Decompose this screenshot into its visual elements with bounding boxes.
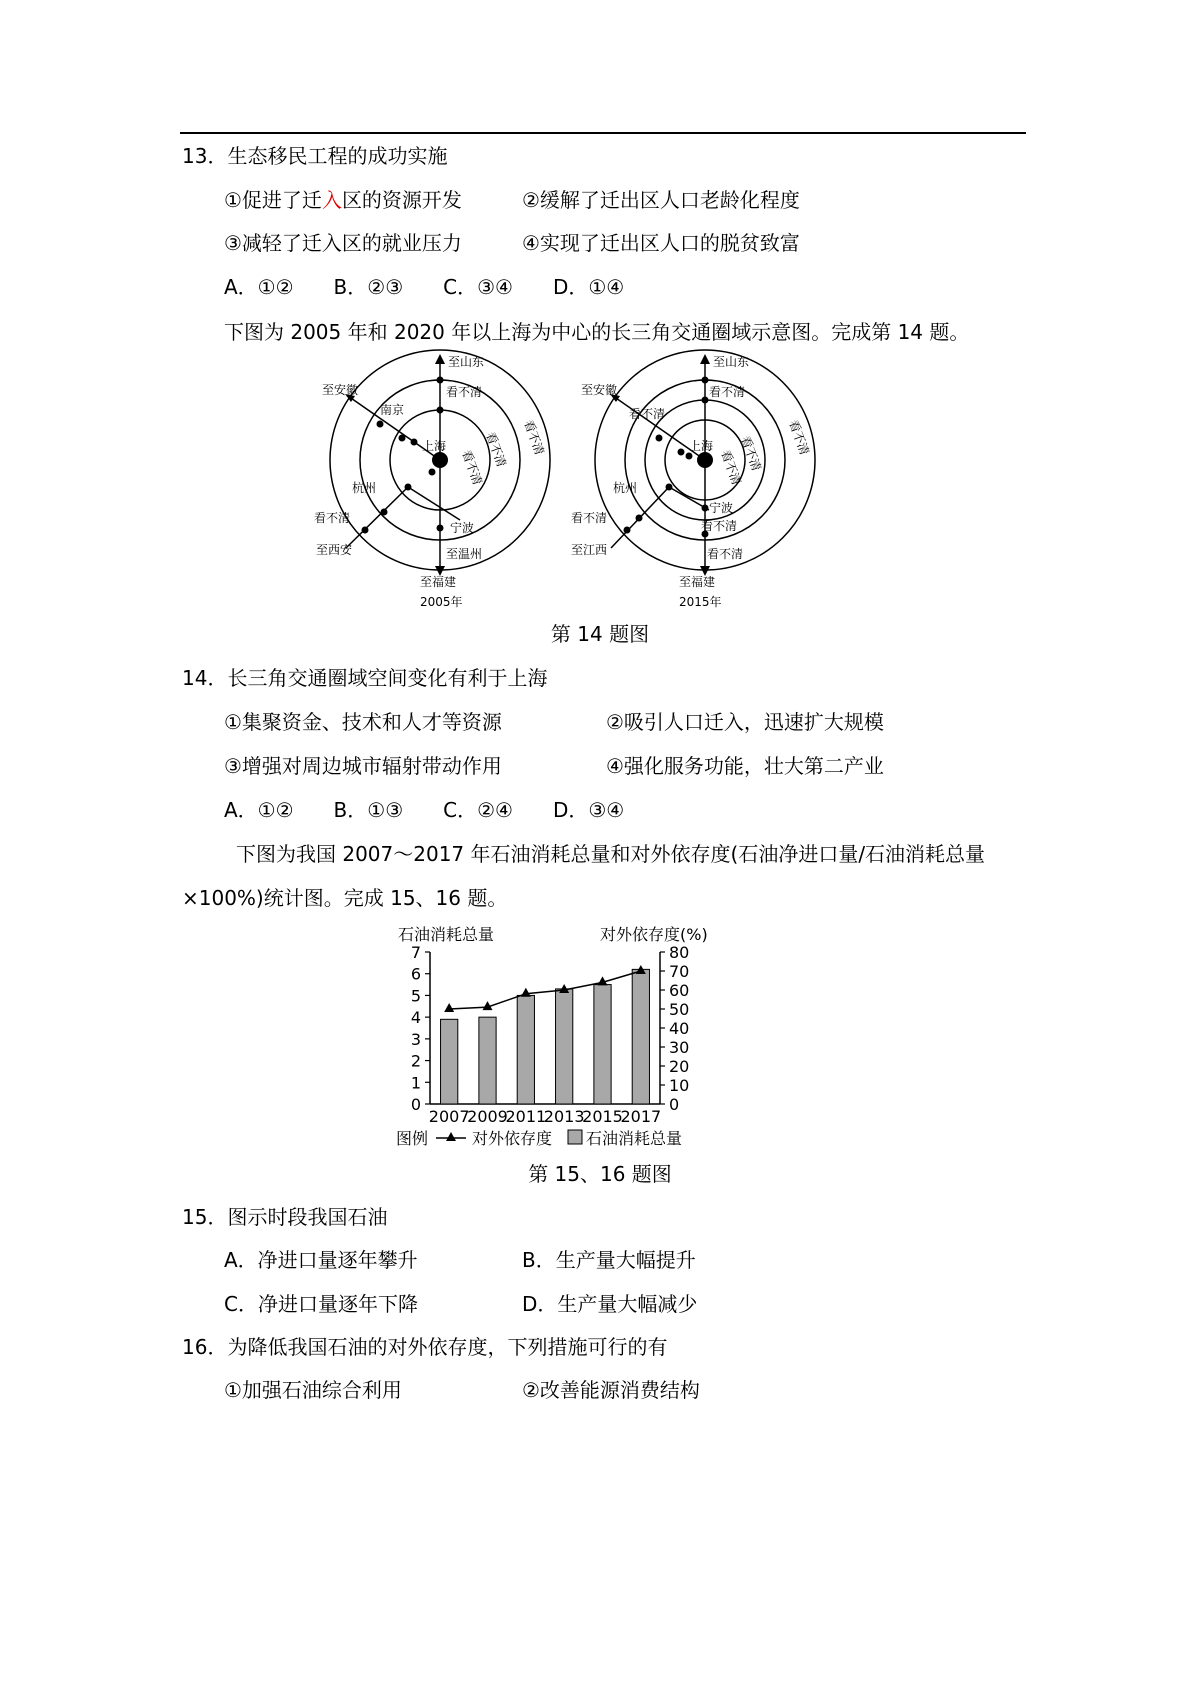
map2015-sw-label: 看不清 <box>571 511 608 525</box>
map2005-nanjing: 南京 <box>380 403 405 417</box>
q13-option-d[interactable]: D．①④ <box>552 275 625 299</box>
q13-options <box>224 273 664 301</box>
map2005-ring-a: 看不清 <box>459 448 485 487</box>
bar-2007 <box>441 1019 458 1104</box>
legend-title: 图例 <box>396 1129 429 1148</box>
oil-chart <box>390 918 810 1158</box>
q13-statement-1: ①促进了迁入区的资源开发 <box>224 188 462 212</box>
map2015-north-label: 看不清 <box>709 385 746 399</box>
map2005-wenzhou: 至温州 <box>446 547 483 561</box>
q14-option-b[interactable]: B．①③ <box>333 798 404 822</box>
legend-bar-label: 石油消耗总量 <box>586 1129 683 1148</box>
q13-stem: 13．生态移民工程的成功实施 <box>182 144 448 168</box>
map2005-sw-label: 看不清 <box>314 511 351 525</box>
bar-2017 <box>632 969 649 1104</box>
q14-option-c[interactable]: C．②④ <box>443 798 513 822</box>
chart-y2label: 对外依存度(%) <box>600 925 708 944</box>
map2005-shanghai: 上海 <box>422 439 447 453</box>
ytick-right-1: 10 <box>669 1076 690 1095</box>
q14-option-d[interactable]: D．③④ <box>552 798 625 822</box>
bar-2009 <box>479 1017 496 1104</box>
fig15-caption: 第 15、16 题图 <box>528 1162 672 1186</box>
intro-14: 下图为 2005 年和 2020 年以上海为中心的长三角交通圈域示意图。完成第 14 题。 <box>224 320 970 344</box>
map2015-north: 至山东 <box>713 355 750 369</box>
ytick-right-6: 60 <box>669 981 690 1000</box>
legend-bar-swatch <box>568 1130 582 1144</box>
map2015-south-label-2: 看不清 <box>707 547 744 561</box>
q13-statement-4: ④实现了迁出区人口的脱贫致富 <box>522 231 800 255</box>
map2015-south: 至福建 <box>679 575 716 589</box>
map2005-north: 至山东 <box>448 355 485 369</box>
q15-stem: 15．图示时段我国石油 <box>182 1205 388 1229</box>
ytick-right-4: 40 <box>669 1019 690 1038</box>
xtick-2013: 2013 <box>543 1107 585 1126</box>
q16-statement-2: ②改善能源消费结构 <box>522 1378 700 1402</box>
bar-2015 <box>594 985 611 1104</box>
map2015-nw-label: 看不清 <box>629 407 666 421</box>
q16-statement-1: ①加强石油综合利用 <box>224 1378 402 1402</box>
legend-line-marker <box>446 1132 456 1141</box>
chart-legend <box>396 1129 682 1148</box>
q13-option-c[interactable]: C．③④ <box>443 275 513 299</box>
shanghai-node-2015 <box>697 452 713 468</box>
ytick-right-2: 20 <box>669 1057 690 1076</box>
q14-statement-4: ④强化服务功能，壮大第二产业 <box>606 754 884 778</box>
q14-option-a[interactable]: A．①② <box>224 798 294 822</box>
intro-15-line-1: 下图为我国 2007～2017 年石油消耗总量和对外依存度(石油净进口量/石油消耗总量 <box>236 842 986 866</box>
ytick-right-8: 80 <box>669 943 690 962</box>
xtick-2011: 2011 <box>505 1107 547 1126</box>
map2005-nw: 至安徽 <box>322 383 359 397</box>
xtick-2015: 2015 <box>582 1107 623 1126</box>
map2015-hangzhou: 杭州 <box>613 481 638 495</box>
q13-option-a[interactable]: A．①② <box>224 275 294 299</box>
bar-2011 <box>517 995 534 1104</box>
map2015-year: 2015年 <box>679 595 722 609</box>
q14-statement-1: ①集聚资金、技术和人才等资源 <box>224 710 502 734</box>
map2005-ring-b: 看不清 <box>483 430 509 469</box>
intro-15-line-2: ×100%)统计图。完成 15、16 题。 <box>182 886 508 910</box>
q13-statement-3: ③减轻了迁入区的就业压力 <box>224 231 462 255</box>
q15-option-d[interactable]: D．生产量大幅减少 <box>522 1292 698 1316</box>
map2015-south-label-1: 看不清 <box>701 519 738 533</box>
map2005-sw: 至西安 <box>316 543 353 557</box>
q14-options <box>224 796 664 824</box>
q14-statement-2: ②吸引人口迁入，迅速扩大规模 <box>606 710 884 734</box>
ytick-right-5: 50 <box>669 1000 690 1019</box>
map2015-ring-c: 看不清 <box>786 418 812 457</box>
q13-statement-2: ②缓解了迁出区人口老龄化程度 <box>522 188 800 212</box>
map2005-hangzhou: 杭州 <box>352 481 377 495</box>
ytick-left-2: 2 <box>410 1051 421 1071</box>
map2015-ring-b: 看不清 <box>738 434 764 473</box>
dependency-point-2007 <box>444 1003 454 1012</box>
map-2005 <box>310 352 590 612</box>
ytick-left-6: 6 <box>410 964 421 984</box>
map2005-south: 至福建 <box>420 575 457 589</box>
ytick-right-3: 30 <box>669 1038 690 1057</box>
map2005-north-label: 看不清 <box>446 385 483 399</box>
ytick-left-4: 4 <box>410 1008 421 1028</box>
map2005-ring-c: 看不清 <box>521 418 547 457</box>
ytick-left-0: 0 <box>410 1095 421 1114</box>
dependency-point-2011 <box>521 988 531 997</box>
xtick-2009: 2009 <box>467 1107 508 1126</box>
q16-stem: 16．为降低我国石油的对外依存度，下列措施可行的有 <box>182 1335 668 1359</box>
q14-statement-3: ③增强对周边城市辐射带动作用 <box>224 754 502 778</box>
map2005-year: 2005年 <box>420 595 463 609</box>
ytick-right-0: 0 <box>669 1095 680 1114</box>
q13-option-b[interactable]: B．②③ <box>333 275 404 299</box>
map2015-shanghai: 上海 <box>689 439 714 453</box>
fig14-caption: 第 14 题图 <box>550 622 650 646</box>
q14-stem: 14．长三角交通圈域空间变化有利于上海 <box>182 666 548 690</box>
q13-red-char: 入 <box>321 188 342 212</box>
header-rule <box>180 132 1026 134</box>
map2015-sw: 至江西 <box>571 543 608 557</box>
map-2015 <box>571 352 875 612</box>
q15-option-c[interactable]: C．净进口量逐年下降 <box>224 1292 418 1316</box>
ytick-left-1: 1 <box>410 1073 421 1093</box>
map2015-ring-a: 看不清 <box>718 448 744 487</box>
map2005-ningbo: 宁波 <box>450 521 475 535</box>
ytick-left-3: 3 <box>410 1029 421 1049</box>
shanghai-node <box>432 452 448 468</box>
ytick-left-7: 7 <box>410 943 421 962</box>
xtick-2007: 2007 <box>428 1107 470 1126</box>
xtick-2017: 2017 <box>620 1107 662 1126</box>
q15-option-b[interactable]: B．生产量大幅提升 <box>522 1248 696 1272</box>
q15-option-a[interactable]: A．净进口量逐年攀升 <box>224 1248 418 1272</box>
ytick-right-7: 70 <box>669 962 690 981</box>
chart-ylabel: 石油消耗总量 <box>398 925 495 944</box>
bar-2013 <box>556 989 573 1104</box>
legend-line-label: 对外依存度 <box>472 1129 553 1148</box>
dependency-line <box>449 971 641 1009</box>
map2015-nw: 至安徽 <box>581 383 618 397</box>
ytick-left-5: 5 <box>410 986 421 1006</box>
map2015-ningbo: 宁波 <box>709 501 734 515</box>
